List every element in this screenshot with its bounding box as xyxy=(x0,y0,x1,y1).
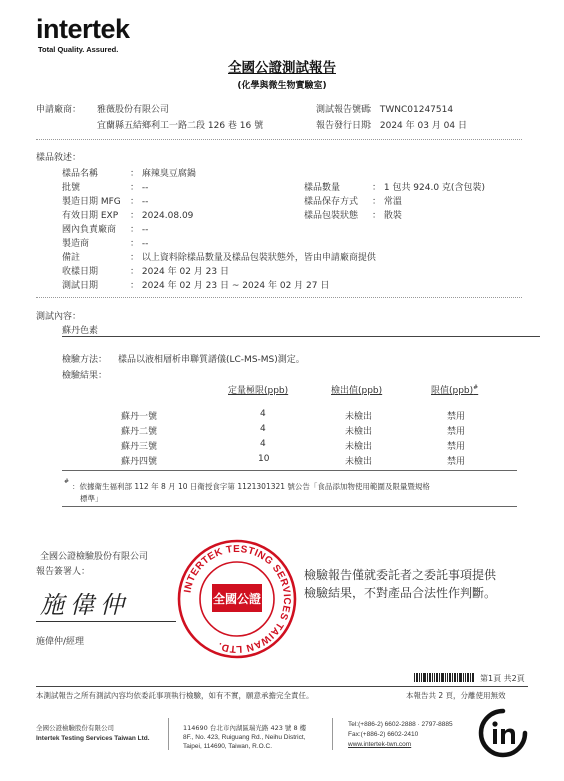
footer-separator xyxy=(332,718,333,750)
column-header-loq: 定量極限(ppb) xyxy=(228,386,289,396)
footnote-rule xyxy=(62,506,517,507)
footnote-line1: ：依據衛生福利部 112 年 8 月 10 日衛授食字第 1121301321 號公告「食品添加物使用範圍及限量暨規格 xyxy=(72,482,430,491)
sample-label: 測試日期 xyxy=(62,281,99,291)
footnote-mark: # xyxy=(64,478,70,485)
report-title: 全國公證測試報告 xyxy=(228,60,336,76)
table-row-name: 蘇丹一號 xyxy=(121,412,158,422)
logo-tagline: Total Quality. Assured. xyxy=(38,45,119,54)
sample-value: ： -- xyxy=(130,197,149,207)
table-row-loq: 4 xyxy=(260,424,266,434)
footer-separator xyxy=(168,718,169,750)
applicant-label: 申請廠商： xyxy=(36,105,82,115)
divider xyxy=(36,297,522,298)
sample-label: 有效日期 EXP xyxy=(62,211,119,221)
applicant-address: 宜蘭縣五結鄉利工一路二段 126 巷 16 號 xyxy=(97,121,264,131)
stamp-center-text: 全國公證 xyxy=(212,592,262,606)
report-no-value: ： TWNC01247514 xyxy=(368,105,454,115)
footer-address-zh: 114690 台北市內湖區瑞光路 423 號 8 樓 xyxy=(183,724,307,732)
official-seal-stamp xyxy=(176,538,298,660)
table-row-loq: 4 xyxy=(260,439,266,449)
sample-value: ： 2024 年 02 月 23 日 ~ 2024 年 02 月 27 日 xyxy=(130,281,330,291)
table-row-detected: 未檢出 xyxy=(345,457,373,467)
sample-right-value: ： 散裝 xyxy=(372,211,402,221)
method-label: 檢驗方法： xyxy=(62,355,108,365)
table-row-detected: 未檢出 xyxy=(345,427,373,437)
intertek-logo: intertek xyxy=(36,14,130,44)
footer-fax: Fax:(+886-2) 6602-2410 xyxy=(348,731,419,738)
report-no-label: 測試報告號碼 xyxy=(316,105,371,115)
disclaimer-right: 本報告共 2 頁，分離使用無效 xyxy=(406,691,506,700)
table-row-loq: 4 xyxy=(260,409,266,419)
test-item-underline xyxy=(62,336,540,337)
disclaimer-left: 本測試報告之所有測試內容均依委託事項執行檢驗，如有不實，願意承擔完全責任。 xyxy=(36,691,314,700)
sample-label: 製造商 xyxy=(62,239,90,249)
footnote-line2: 標準」 xyxy=(80,494,103,503)
barcode xyxy=(414,673,474,682)
test-heading: 測試內容： xyxy=(36,312,82,322)
sample-right-label: 樣品包裝狀態 xyxy=(304,211,359,221)
table-row-detected: 未檢出 xyxy=(345,442,373,452)
sample-right-label: 樣品數量 xyxy=(304,183,341,193)
table-row-loq: 10 xyxy=(258,454,270,464)
column-header-limit: 限值(ppb)# xyxy=(431,384,479,396)
sample-right-value: ： 1 包共 924.0 克(含包裝) xyxy=(372,183,485,193)
signature-rule xyxy=(36,621,176,622)
footer-company-en: Intertek Testing Services Taiwan Ltd. xyxy=(36,735,150,742)
sample-label: 樣品名稱 xyxy=(62,169,99,179)
result-label: 檢驗結果： xyxy=(62,371,108,381)
table-row-limit: 禁用 xyxy=(447,442,466,452)
footer-tel: Tel:(+886-2) 6602-2888 · 2797-8885 xyxy=(348,721,453,728)
table-row-limit: 禁用 xyxy=(447,427,466,437)
footer-rule xyxy=(36,686,528,687)
sample-heading: 樣品敘述： xyxy=(36,153,82,163)
divider xyxy=(36,139,522,140)
footer-address-en2: Taipei, 114690, Taiwan, R.O.C. xyxy=(183,743,273,750)
sample-label: 收樣日期 xyxy=(62,267,99,277)
report-subtitle: (化學與微生物實驗室) xyxy=(237,81,327,91)
table-row-limit: 禁用 xyxy=(447,412,466,422)
sample-value: ： 以上資料除樣品數量及樣品包裝狀態外，皆由申請廠商提供 xyxy=(130,253,376,263)
statement-line2: 檢驗結果，不對產品合法性作判斷。 xyxy=(304,586,497,600)
page-number: 第1頁 共2頁 xyxy=(480,674,525,683)
footer-address-en1: 8F., No. 423, Ruiguang Rd., Neihu District, xyxy=(183,734,306,741)
stamp-outer-text: INTERTEK TESTING SERVICES TAIWAN LTD. xyxy=(182,543,293,655)
sample-right-label: 樣品保存方式 xyxy=(304,197,359,207)
sample-value: ： -- xyxy=(130,239,149,249)
table-row-name: 蘇丹三號 xyxy=(121,442,158,452)
table-row-name: 蘇丹四號 xyxy=(121,457,158,467)
signing-company: 全國公證檢驗股份有限公司 xyxy=(40,552,149,562)
sample-label: 備註 xyxy=(62,253,81,263)
report-date-value: ： 2024 年 03 月 04 日 xyxy=(368,121,467,131)
sample-value: ： 2024 年 02 月 23 日 xyxy=(130,267,229,277)
table-bottom-rule xyxy=(62,470,517,471)
sample-value: ： -- xyxy=(130,225,149,235)
footer-company-zh: 全國公證檢驗股份有限公司 xyxy=(36,724,114,732)
footer-website-link[interactable]: www.intertek-twn.com xyxy=(348,741,412,748)
sample-label: 製造日期 MFG xyxy=(62,197,121,207)
sample-value: ： 2024.08.09 xyxy=(130,211,194,221)
table-row-name: 蘇丹二號 xyxy=(121,427,158,437)
test-item: 蘇丹色素 xyxy=(62,326,99,336)
handwritten-signature: 施偉仲 xyxy=(40,591,130,619)
applicant-name: 雅薇股份有限公司 xyxy=(97,105,170,115)
method-value: 樣品以液相層析串聯質譜儀(LC-MS-MS)測定。 xyxy=(118,355,305,365)
report-date-label: 報告發行日期 xyxy=(316,121,371,131)
sample-label: 批號 xyxy=(62,183,81,193)
sample-label: 國內負責廠商 xyxy=(62,225,117,235)
statement-line1: 檢驗報告僅就委託者之委託事項提供 xyxy=(304,568,497,582)
sample-right-value: ： 常溫 xyxy=(372,197,402,207)
column-header-detected: 檢出值(ppb) xyxy=(331,386,383,396)
table-row-detected: 未檢出 xyxy=(345,412,373,422)
sample-value: ： 麻辣臭豆腐鍋 xyxy=(130,169,196,179)
signer-label: 報告簽署人： xyxy=(36,567,91,577)
signer-name: 施偉仲/經理 xyxy=(36,637,85,647)
table-row-limit: 禁用 xyxy=(447,457,466,467)
intertek-in-icon xyxy=(478,708,528,758)
sample-value: ： -- xyxy=(130,183,149,193)
